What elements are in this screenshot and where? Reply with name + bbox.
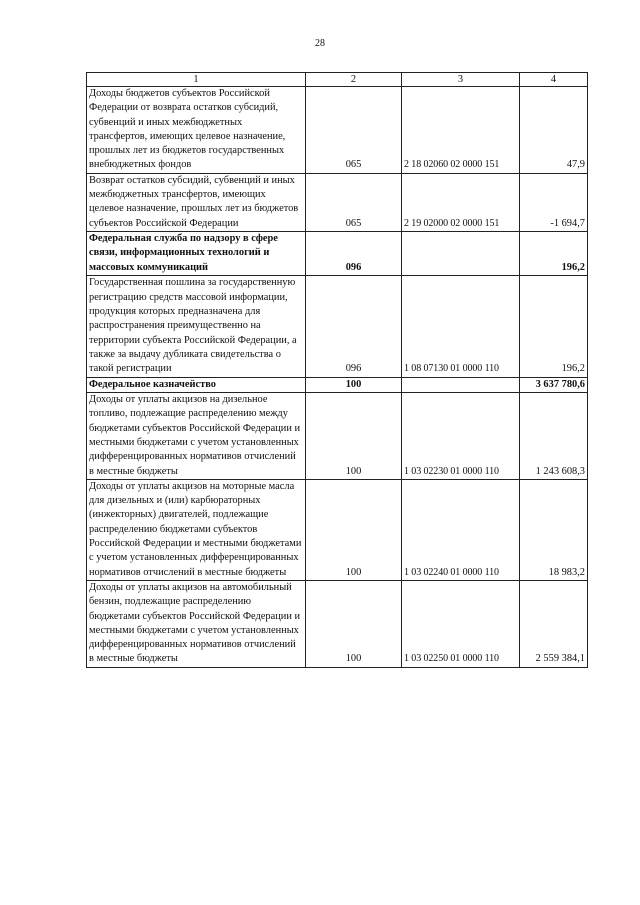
agency-name: Федеральное казначейство (87, 377, 306, 393)
revenue-name: Доходы бюджетов субъектов Российской Федерации от возврата остатков субсидий, субвенций и иных межбюджетных трансфертов, имеющих целевое назначение, прошлых лет из бюджетов государственных внебюджетных фондов (87, 87, 306, 174)
amount: 196,2 (520, 276, 588, 377)
budget-classification-code (402, 377, 520, 393)
amount: -1 694,7 (520, 173, 588, 231)
revenue-name: Государственная пошлина за государственную регистрацию средств массовой информации, продукция которых предназначена для распространения преимущественно на территории субъекта Российской Федерации, а также за выдачу дубликата свидетельства о такой регистрации (87, 276, 306, 377)
admin-code: 100 (306, 479, 402, 580)
table-row (87, 393, 588, 480)
agency-row (87, 377, 588, 393)
budget-classification-code: 1 03 02250 01 0000 110 (402, 580, 520, 667)
column-header-3: 3 (402, 73, 520, 87)
table-row (87, 479, 588, 580)
amount: 18 983,2 (520, 479, 588, 580)
budget-classification-code (402, 231, 520, 276)
table-header-row (87, 73, 588, 87)
admin-code: 065 (306, 173, 402, 231)
budget-classification-code: 1 03 02230 01 0000 110 (402, 393, 520, 480)
admin-code: 096 (306, 231, 402, 276)
admin-code: 100 (306, 393, 402, 480)
admin-code: 100 (306, 580, 402, 667)
revenue-name: Возврат остатков субсидий, субвенций и иных межбюджетных трансфертов, имеющих целевое назначение, прошлых лет из бюджетов субъектов Российской Федерации (87, 173, 306, 231)
column-header-4: 4 (520, 73, 588, 87)
amount: 3 637 780,6 (520, 377, 588, 393)
budget-classification-code: 2 18 02060 02 0000 151 (402, 87, 520, 174)
admin-code: 065 (306, 87, 402, 174)
column-header-1: 1 (87, 73, 306, 87)
amount: 1 243 608,3 (520, 393, 588, 480)
table-row (87, 580, 588, 667)
table-row (87, 87, 588, 174)
amount: 47,9 (520, 87, 588, 174)
agency-name: Федеральная служба по надзору в сфере связи, информационных технологий и массовых коммуникаций (87, 231, 306, 276)
budget-classification-code: 2 19 02000 02 0000 151 (402, 173, 520, 231)
amount: 2 559 384,1 (520, 580, 588, 667)
revenue-name: Доходы от уплаты акцизов на автомобильный бензин, подлежащие распределению бюджетами субъектов Российской Федерации и местными бюджетами с учетом установленных дифференцированных нормативов отчислений в местные бюджеты (87, 580, 306, 667)
admin-code: 096 (306, 276, 402, 377)
admin-code: 100 (306, 377, 402, 393)
revenue-table (86, 72, 588, 668)
revenue-name: Доходы от уплаты акцизов на моторные масла для дизельных и (или) карбюраторных (инжекторных) двигателей, подлежащие распределению бюджетами субъектов Российской Федерации и местными бюджетами с учетом установленных дифференцированных нормативов отчислений в местные бюджеты (87, 479, 306, 580)
table-row (87, 276, 588, 377)
column-header-2: 2 (306, 73, 402, 87)
revenue-name: Доходы от уплаты акцизов на дизельное топливо, подлежащие распределению между бюджетами субъектов Российской Федерации и местными бюджетами с учетом установленных дифференцированных нормативов отчислений в местные бюджеты (87, 393, 306, 480)
budget-classification-code: 1 08 07130 01 0000 110 (402, 276, 520, 377)
budget-classification-code: 1 03 02240 01 0000 110 (402, 479, 520, 580)
table-row (87, 173, 588, 231)
page-number: 28 (315, 38, 325, 49)
agency-row (87, 231, 588, 276)
amount: 196,2 (520, 231, 588, 276)
